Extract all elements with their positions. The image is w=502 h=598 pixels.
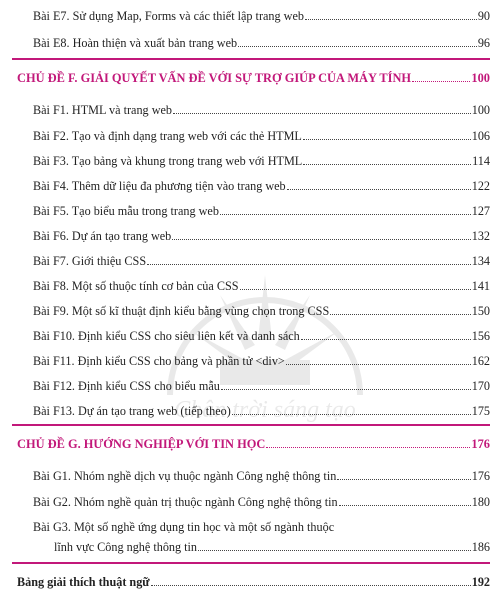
entry-label: Bài G2. Nhóm nghề quản trị thuộc ngành Công nghệ thông tin [33, 495, 338, 509]
entry-page-number: 150 [471, 304, 490, 318]
toc-entry-f13[interactable] [33, 403, 490, 419]
entry-page-number: 156 [471, 329, 490, 343]
chapter-page-number: 100 [471, 71, 490, 85]
entry-page-number: 176 [471, 469, 490, 483]
toc-entry-f9[interactable] [33, 303, 490, 319]
entry-label: Bài F1. HTML và trang web [33, 103, 173, 117]
entry-label: Bài F4. Thêm dữ liệu đa phương tiện vào trang web [33, 179, 286, 193]
entry-page-number: 122 [471, 179, 490, 193]
dot-leader [240, 289, 471, 290]
entry-page-number: 90 [477, 9, 490, 23]
toc-entry-g3-line2[interactable] [54, 539, 490, 555]
entry-page-number: 180 [471, 495, 490, 509]
section-divider [12, 58, 490, 60]
entry-page-number: 175 [471, 404, 490, 418]
chapter-page-number: 176 [471, 437, 490, 451]
entry-label: Bài F2. Tạo và định dạng trang web với các thẻ HTML [33, 129, 302, 143]
toc-entry-g1[interactable] [33, 468, 490, 484]
dot-leader [147, 264, 471, 265]
section-divider [12, 424, 490, 426]
entry-page-number: 170 [471, 379, 490, 393]
chapter-label: CHỦ ĐỀ F. GIẢI QUYẾT VẤN ĐỀ VỚI SỰ TRỢ GIÚP CỦA MÁY TÍNH [17, 71, 412, 85]
toc-entry-f10[interactable] [33, 328, 490, 344]
entry-label: Bài F3. Tạo bảng và khung trong trang web với HTML [33, 154, 303, 168]
toc-entry-f8[interactable] [33, 278, 490, 294]
dot-leader [337, 479, 470, 480]
entry-label: Bài F9. Một số kĩ thuật định kiểu bằng vùng chọn trong CSS [33, 304, 330, 318]
entry-label: Bài F10. Định kiểu CSS cho siêu liên kết và danh sách [33, 329, 300, 343]
glossary-page-number: 192 [471, 575, 490, 589]
dot-leader [266, 447, 470, 448]
dot-leader [305, 19, 477, 20]
entry-page-number: 132 [471, 229, 490, 243]
entry-page-number: 106 [471, 129, 490, 143]
toc-entry-f5[interactable] [33, 203, 490, 219]
toc-entry-f7[interactable] [33, 253, 490, 269]
dot-leader [286, 364, 471, 365]
entry-label: Bài F12. Định kiểu CSS cho biểu mẫu [33, 379, 220, 393]
entry-label-continued: lĩnh vực Công nghệ thông tin [54, 540, 198, 554]
entry-page-number: 162 [471, 354, 490, 368]
toc-entry-f1[interactable] [33, 102, 490, 118]
toc-entry-e7[interactable] [33, 8, 490, 24]
dot-leader [220, 214, 471, 215]
dot-leader [173, 113, 471, 114]
entry-label: Bài F13. Dự án tạo trang web (tiếp theo) [33, 404, 231, 418]
dot-leader [339, 505, 471, 506]
entry-label: Bài F7. Giới thiệu CSS [33, 254, 147, 268]
toc-chapter-g[interactable] [17, 436, 490, 452]
dot-leader [301, 339, 471, 340]
dot-leader [238, 46, 477, 47]
toc-entry-f2[interactable] [33, 128, 490, 144]
entry-label: Bài E8. Hoàn thiện và xuất bản trang web [33, 36, 238, 50]
entry-page-number: 100 [471, 103, 490, 117]
entry-label: Bài F11. Định kiểu CSS cho bảng và phần tử <div> [33, 354, 285, 368]
section-divider [12, 562, 490, 564]
entry-label: Bài G1. Nhóm nghề dịch vụ thuộc ngành Công nghệ thông tin [33, 469, 337, 483]
dot-leader [172, 239, 470, 240]
glossary-label: Bảng giải thích thuật ngữ [17, 575, 150, 589]
toc-entry-f3[interactable] [33, 153, 490, 169]
entry-page-number: 114 [472, 154, 490, 168]
entry-page-number: 186 [471, 540, 490, 554]
toc-chapter-f[interactable] [17, 70, 490, 86]
entry-label: Bài F8. Một số thuộc tính cơ bản của CSS [33, 279, 239, 293]
dot-leader [287, 189, 471, 190]
chapter-label: CHỦ ĐỀ G. HƯỚNG NGHIỆP VỚI TIN HỌC [17, 437, 266, 451]
toc-entry-f6[interactable] [33, 228, 490, 244]
toc-entry-e8[interactable] [33, 35, 490, 51]
dot-leader [232, 414, 471, 415]
entry-label: Bài E7. Sử dụng Map, Forms và các thiết lập trang web [33, 9, 304, 23]
dot-leader [412, 81, 470, 82]
dot-leader [198, 550, 471, 551]
entry-page-number: 96 [477, 36, 490, 50]
dot-leader [151, 585, 471, 586]
watermark-text: Chân trời sáng tạo [174, 397, 356, 423]
toc-entry-g2[interactable] [33, 494, 490, 510]
toc-entry-f12[interactable] [33, 378, 490, 394]
toc-entry-f4[interactable] [33, 178, 490, 194]
toc-entry-g3-line1[interactable] [33, 519, 502, 535]
dot-leader [303, 139, 471, 140]
entry-page-number: 141 [471, 279, 490, 293]
dot-leader [303, 164, 471, 165]
toc-glossary[interactable] [17, 574, 490, 590]
entry-page-number: 134 [471, 254, 490, 268]
entry-label: Bài F5. Tạo biểu mẫu trong trang web [33, 204, 219, 218]
dot-leader [330, 314, 470, 315]
entry-page-number: 127 [471, 204, 490, 218]
toc-entry-f11[interactable] [33, 353, 490, 369]
entry-label: Bài F6. Dự án tạo trang web [33, 229, 172, 243]
entry-label: Bài G3. Một số nghề ứng dụng tin học và một số ngành thuộc [33, 520, 335, 534]
dot-leader [221, 389, 471, 390]
